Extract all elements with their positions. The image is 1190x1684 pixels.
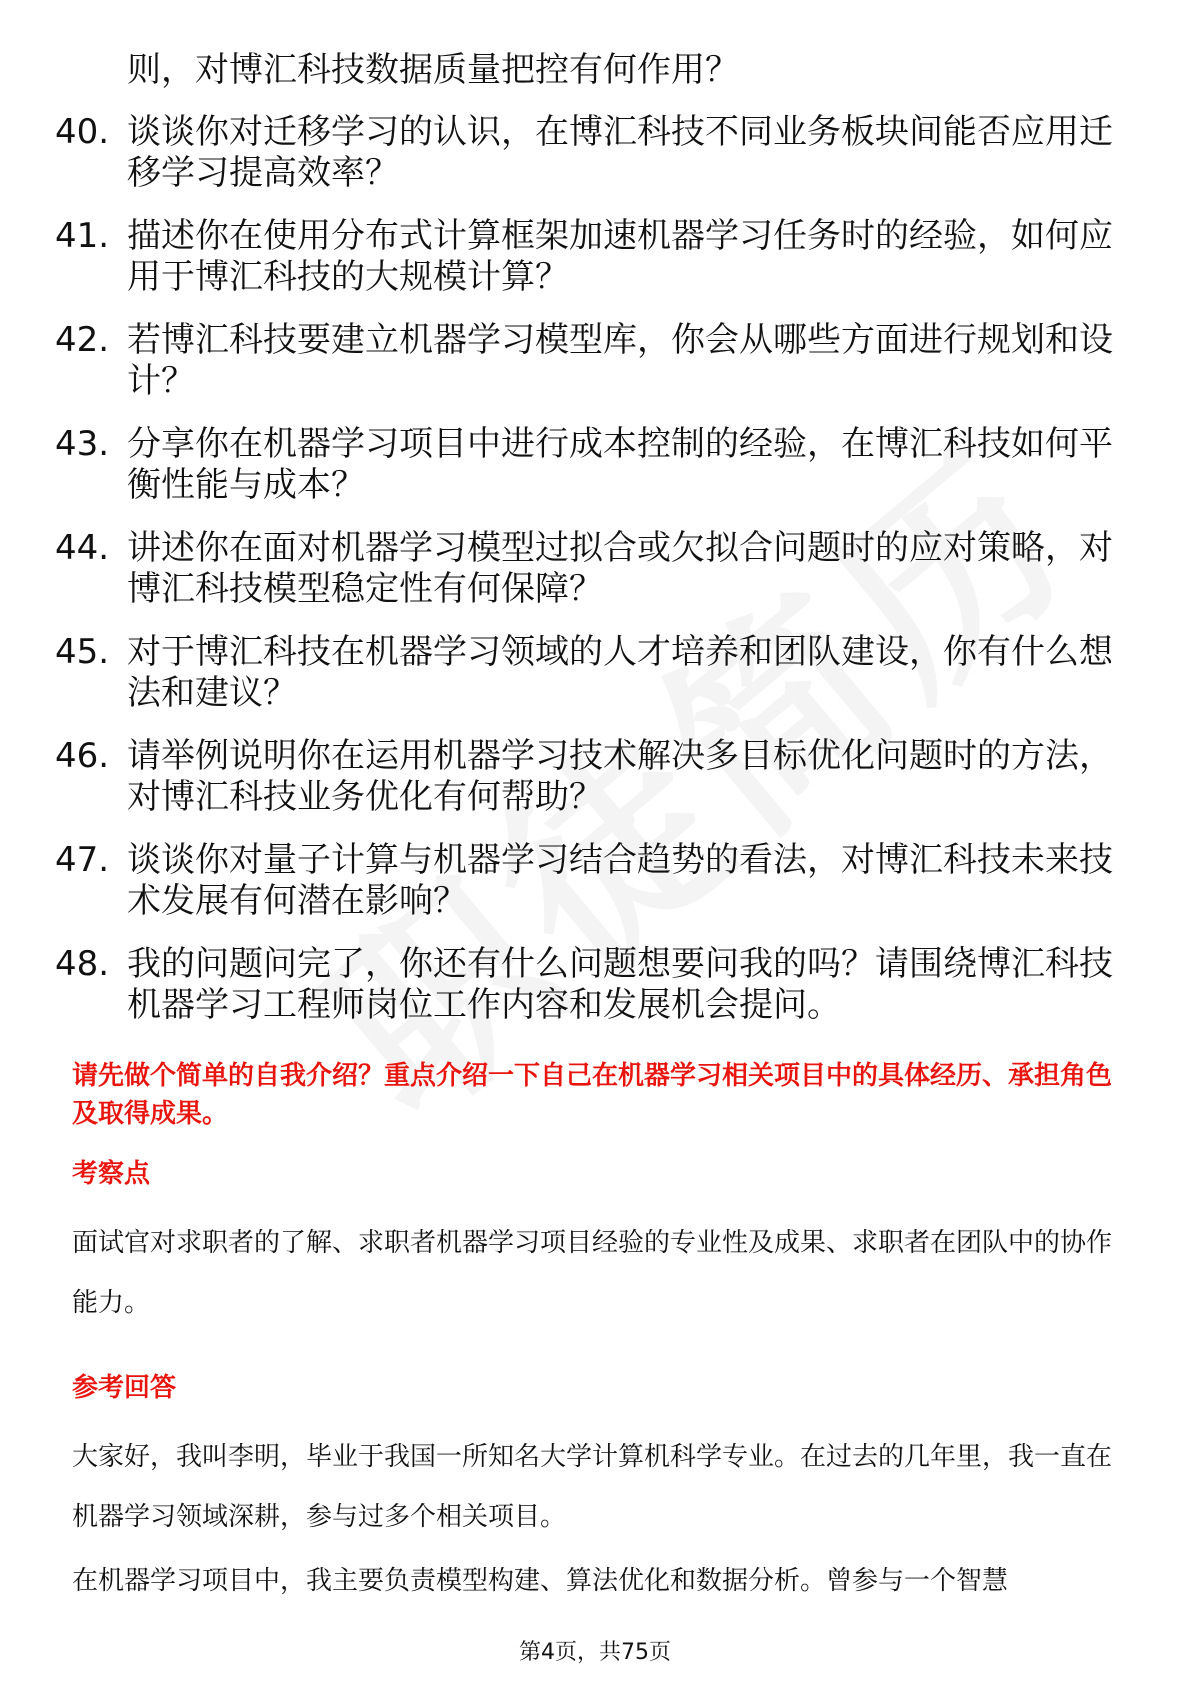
question-text: 分享你在机器学习项目中进行成本控制的经验，在博汇科技如何平衡性能与成本？ bbox=[127, 424, 1113, 505]
question-continuation: 则，对博汇科技数据质量把控有何作用？ bbox=[127, 50, 739, 90]
question-number: 42. bbox=[55, 320, 110, 360]
answer-label: 参考回答 bbox=[72, 1373, 177, 1403]
list-item bbox=[55, 528, 1125, 610]
question-number: 48. bbox=[55, 944, 110, 984]
question-text: 请举例说明你在运用机器学习技术解决多目标优化问题时的方法，对博汇科技业务优化有何帮助？ bbox=[127, 736, 1113, 817]
list-item bbox=[55, 112, 1125, 194]
page-footer: 第4页，共75页 bbox=[519, 1640, 671, 1665]
question-number: 44. bbox=[55, 528, 110, 568]
question-headline: 请先做个简单的自我介绍？重点介绍一下自己在机器学习相关项目中的具体经历、承担角色及取得成果。 bbox=[72, 1061, 1113, 1129]
list-item bbox=[55, 632, 1125, 714]
question-number: 46. bbox=[55, 736, 110, 776]
question-number: 41. bbox=[55, 216, 110, 256]
answer-paragraph: 在机器学习项目中，我主要负责模型构建、算法优化和数据分析。曾参与一个智慧 bbox=[72, 1566, 1009, 1596]
list-item bbox=[55, 320, 1125, 402]
question-text: 描述你在使用分布式计算框架加速机器学习任务时的经验，如何应用于博汇科技的大规模计算？ bbox=[127, 216, 1113, 297]
list-item bbox=[55, 216, 1125, 298]
question-list bbox=[55, 112, 1125, 1048]
question-number: 40. bbox=[55, 112, 110, 152]
question-text: 谈谈你对迁移学习的认识，在博汇科技不同业务板块间能否应用迁移学习提高效率？ bbox=[127, 112, 1113, 193]
list-item bbox=[55, 944, 1125, 1026]
focus-text: 面试官对求职者的了解、求职者机器学习项目经验的专业性及成果、求职者在团队中的协作能力。 bbox=[72, 1228, 1113, 1318]
question-text: 对于博汇科技在机器学习领域的人才培养和团队建设，你有什么想法和建议？ bbox=[127, 632, 1113, 713]
question-text: 若博汇科技要建立机器学习模型库，你会从哪些方面进行规划和设计？ bbox=[127, 320, 1113, 401]
focus-label: 考察点 bbox=[72, 1159, 151, 1189]
question-text: 我的问题问完了，你还有什么问题想要问我的吗？请围绕博汇科技机器学习工程师岗位工作内容和发展机会提问。 bbox=[127, 944, 1113, 1025]
question-number: 47. bbox=[55, 840, 110, 880]
question-text: 讲述你在面对机器学习模型过拟合或欠拟合问题时的应对策略，对博汇科技模型稳定性有何保障？ bbox=[127, 528, 1113, 609]
question-text: 谈谈你对量子计算与机器学习结合趋势的看法，对博汇科技未来技术发展有何潜在影响？ bbox=[127, 840, 1113, 921]
question-number: 45. bbox=[55, 632, 110, 672]
answer-paragraph: 大家好，我叫李明，毕业于我国一所知名大学计算机科学专业。在过去的几年里，我一直在机器学习领域深耕，参与过多个相关项目。 bbox=[72, 1442, 1113, 1532]
list-item bbox=[55, 840, 1125, 922]
list-item bbox=[55, 736, 1125, 818]
question-number: 43. bbox=[55, 424, 110, 464]
list-item bbox=[55, 424, 1125, 506]
